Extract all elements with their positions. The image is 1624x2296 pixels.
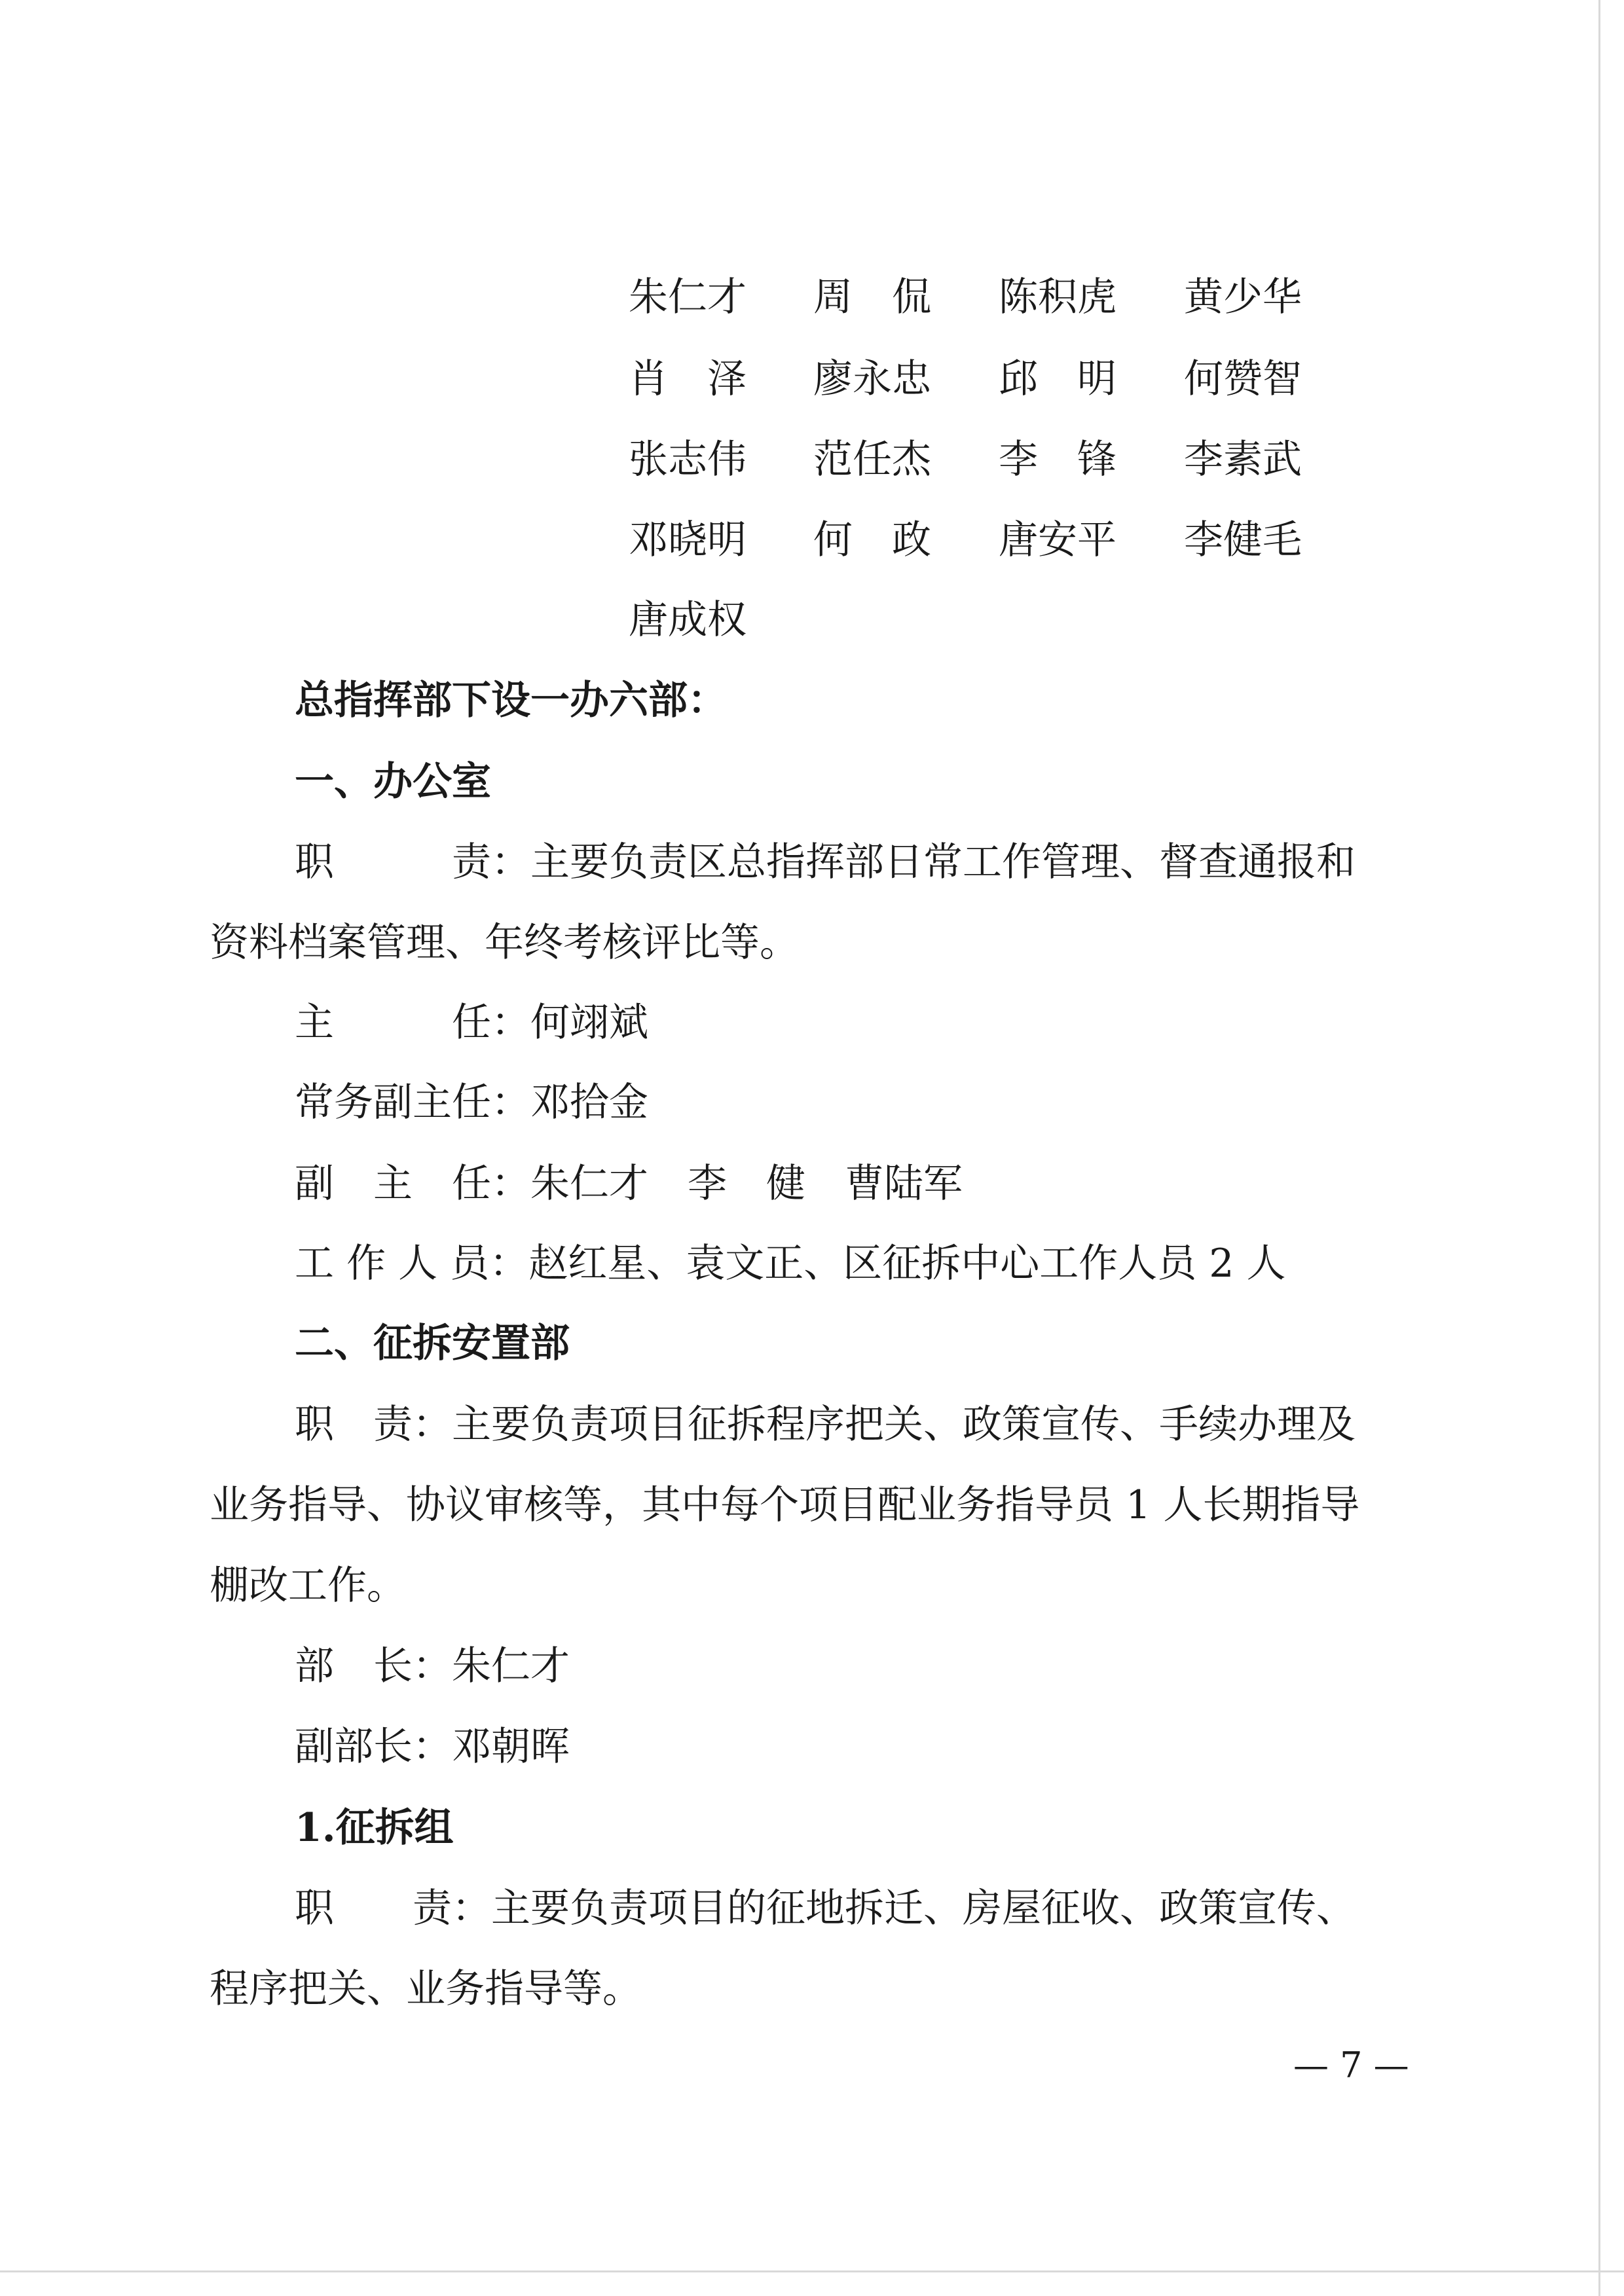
office-deputy: 副 主 任：朱仁才 李 健 曹陆军 (295, 1161, 963, 1207)
office-staff: 工 作 人 员：赵红星、袁文正、区征拆中心工作人员 2 人 (295, 1241, 1286, 1286)
names-row (629, 352, 1349, 407)
relocation-duty-line: 业务指导、协议审核等，其中每个项目配业务指导员 1 人长期指导 (210, 1482, 1360, 1528)
name-cell: 李 锋 (999, 437, 1116, 483)
name-cell: 邓晓明 (629, 517, 747, 563)
office-exec-deputy: 常务副主任：邓拾金 (295, 1080, 648, 1125)
group1-duty-line: 职 责：主要负责项目的征地拆迁、房屋征收、政策宣传、 (295, 1886, 1356, 1931)
name-cell: 李健毛 (1184, 517, 1302, 563)
names-row (629, 270, 1349, 325)
relocation-deputy-head: 副部长：邓朝晖 (295, 1724, 570, 1770)
scan-edge-right (1598, 0, 1600, 2296)
relocation-heading: 二、征拆安置部 (295, 1321, 570, 1366)
names-row (629, 592, 1349, 647)
relocation-duty-line: 棚改工作。 (210, 1563, 406, 1609)
scan-edge-bottom (0, 2270, 1624, 2272)
name-cell: 范任杰 (813, 437, 931, 483)
name-cell: 张志伟 (629, 437, 747, 483)
relocation-head: 部 长：朱仁才 (295, 1643, 570, 1689)
name-cell: 黄少华 (1184, 274, 1302, 320)
name-cell: 李素武 (1184, 437, 1302, 483)
name-cell: 周 侃 (813, 274, 931, 320)
name-cell: 邱 明 (999, 356, 1116, 402)
name-cell: 唐安平 (999, 517, 1116, 563)
section-intro: 总指挥部下设一办六部： (295, 678, 727, 723)
office-director: 主 任：何翊斌 (295, 1000, 648, 1046)
name-cell: 唐成权 (629, 597, 747, 643)
names-row (629, 513, 1349, 568)
names-row (629, 432, 1349, 487)
office-duty-line: 职 责：主要负责区总指挥部日常工作管理、督查通报和 (295, 839, 1356, 885)
group1-heading: 1.征拆组 (295, 1805, 454, 1851)
name-cell: 何赞智 (1184, 356, 1302, 402)
name-cell: 何 政 (813, 517, 931, 563)
name-cell: 廖永忠 (813, 356, 931, 402)
relocation-duty-line: 职 责：主要负责项目征拆程序把关、政策宣传、手续办理及 (295, 1402, 1356, 1448)
name-cell: 朱仁才 (629, 274, 747, 320)
office-heading: 一、办公室 (295, 759, 491, 805)
group1-duty-line: 程序把关、业务指导等。 (210, 1966, 642, 2012)
page-number: — 7 — (1293, 2045, 1409, 2086)
name-cell: 陈积虎 (999, 274, 1116, 320)
office-duty-line: 资料档案管理、年终考核评比等。 (210, 920, 799, 966)
name-cell: 肖 泽 (629, 356, 747, 402)
